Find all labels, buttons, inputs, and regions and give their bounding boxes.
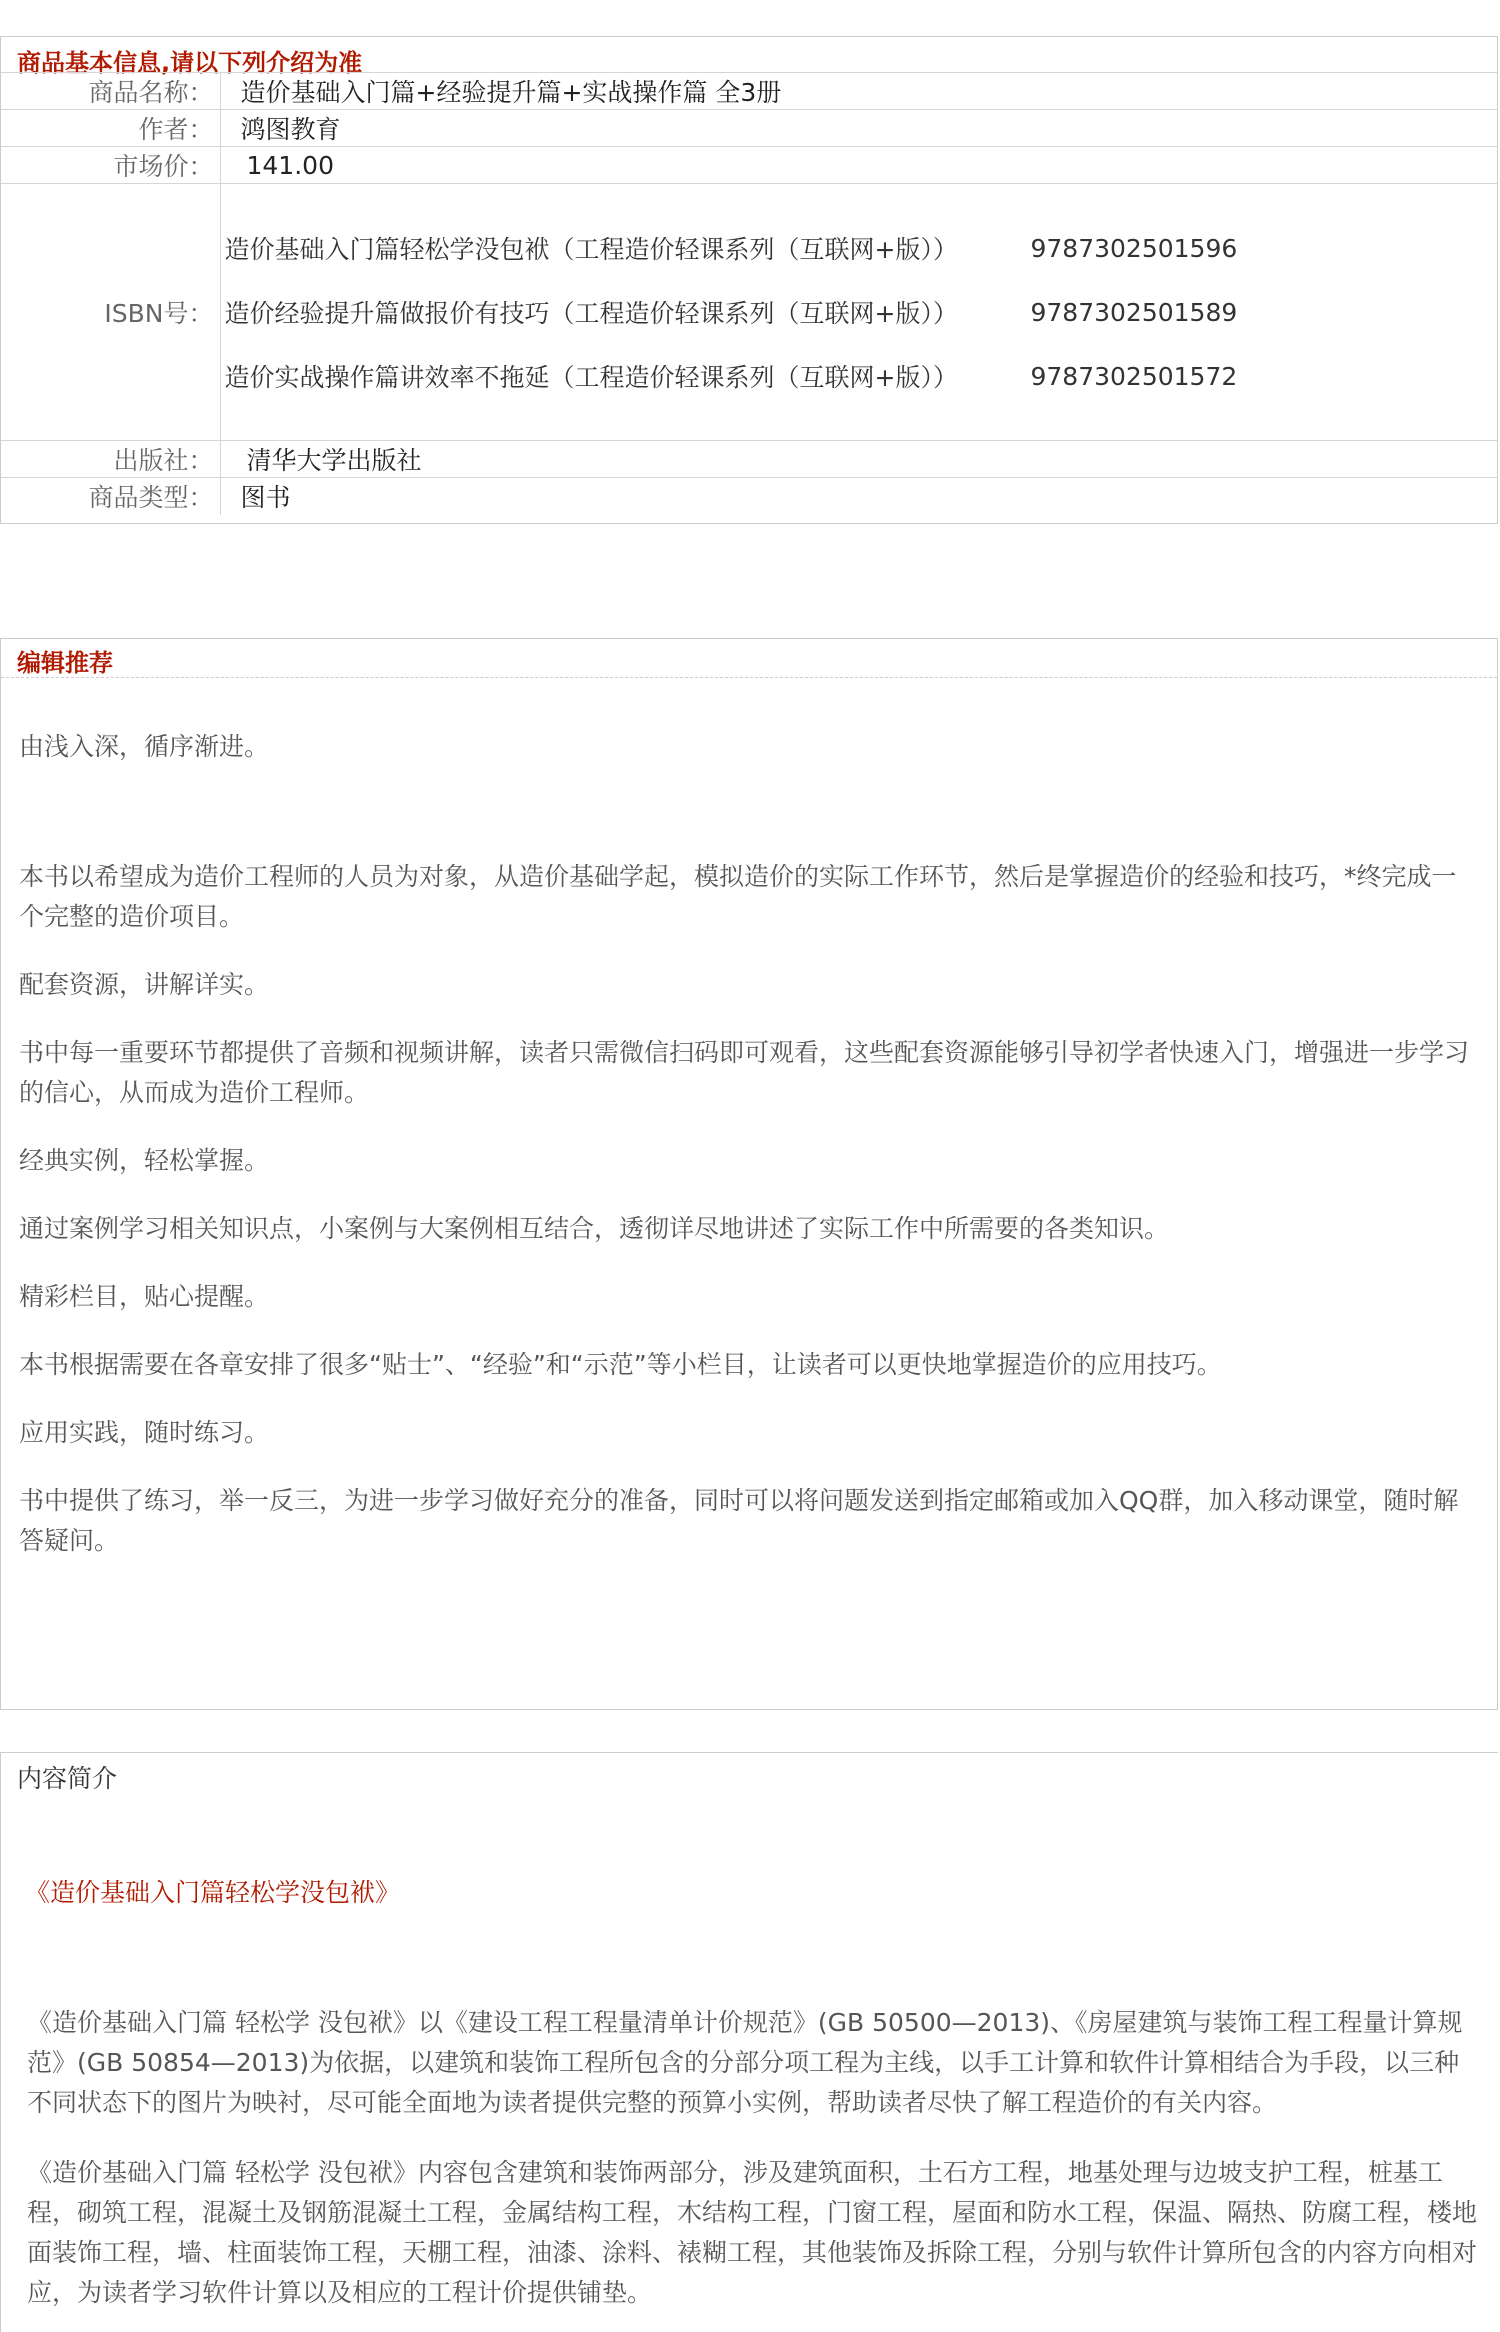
isbn-book-title: 造价经验提升篇做报价有技巧（工程造价轻课系列（互联网+版）） (224, 299, 958, 328)
isbn-list (220, 184, 1497, 441)
editor-panel (0, 638, 1498, 1710)
isbn-number: 9787302501596 (1030, 233, 1238, 263)
table-row (1, 184, 1497, 441)
publisher-value: 清华大学出版社 (220, 441, 1497, 478)
isbn-item (225, 344, 1498, 408)
editor-paragraph: 由浅入深，循序渐进。 (19, 732, 270, 761)
content-paragraph: 《造价基础入门篇 轻松学 没包袱》以《建设工程工程量清单计价规范》(GB 50500—2013)、《房屋建筑与装饰工程工程量计算规范》(GB 50854—2013)为依据，以建筑和装饰工程所包含的分部分项工程为主线，以手工计算和软件计算相结合为手段，以三种不同状态下的图片为映衬，尽可能全面地为读者提供完整的预算小实例，帮助读者尽快了解工程造价的有关内容。 (27, 2008, 1463, 2117)
editor-paragraph: 书中提供了练习，举一反三，为进一步学习做好充分的准备，同时可以将问题发送到指定邮箱或加入QQ群，加入移动课堂，随时解答疑问。 (19, 1486, 1459, 1555)
editor-paragraph: 配套资源，讲解详实。 (19, 970, 270, 999)
isbn-book-title: 造价基础入门篇轻松学没包袱（工程造价轻课系列（互联网+版）） (224, 235, 958, 264)
editor-paragraph: 经典实例，轻松掌握。 (19, 1146, 270, 1175)
isbn-label: ISBN号： (1, 184, 220, 441)
editor-paragraph: 本书以希望成为造价工程师的人员为对象，从造价基础学起，模拟造价的实际工作环节，然后是掌握造价的经验和技巧，*终完成一个完整的造价项目。 (19, 862, 1457, 931)
content-book-title: 《造价基础入门篇轻松学没包袱》 (25, 1878, 401, 1907)
basic-info-title: 商品基本信息,请以下列介绍为准 (17, 49, 363, 77)
isbn-item (225, 280, 1498, 344)
editor-paragraph: 精彩栏目，贴心提醒。 (19, 1282, 270, 1311)
editor-paragraph: 书中每一重要环节都提供了音频和视频讲解，读者只需微信扫码即可观看，这些配套资源能够引导初学者快速入门，增强进一步学习的信心，从而成为造价工程师。 (19, 1038, 1470, 1107)
table-row (1, 73, 1497, 110)
table-row (1, 110, 1497, 147)
table-row (1, 147, 1497, 184)
price-value: 141.00 (220, 147, 1497, 184)
isbn-number: 9787302501589 (1030, 297, 1238, 327)
table-row (1, 478, 1497, 515)
table-row (1, 441, 1497, 478)
basic-info-table (1, 72, 1497, 515)
editor-paragraph: 通过案例学习相关知识点，小案例与大案例相互结合，透彻详尽地讲述了实际工作中所需要的各类知识。 (19, 1214, 1170, 1243)
publisher-label: 出版社： (1, 441, 220, 478)
price-label: 市场价： (1, 147, 220, 184)
editor-paragraph: 本书根据需要在各章安排了很多“贴士”、“经验”和“示范”等小栏目，让读者可以更快地掌握造价的应用技巧。 (19, 1350, 1222, 1379)
content-paragraph: 《造价基础入门篇 轻松学 没包袱》内容包含建筑和装饰两部分，涉及建筑面积，土石方工程，地基处理与边坡支护工程，桩基工程，砌筑工程，混凝土及钢筋混凝土工程，金属结构工程，木结构工程，门窗工程，屋面和防水工程，保温、隔热、防腐工程，楼地面装饰工程，墙、柱面装饰工程，天棚工程，油漆、涂料、裱糊工程，其他装饰及拆除工程，分别与软件计算所包含的内容方向相对应，为读者学习软件计算以及相应的工程计价提供铺垫。 (27, 2158, 1478, 2307)
name-value: 造价基础入门篇+经验提升篇+实战操作篇 全3册 (220, 73, 1497, 110)
editor-paragraph: 应用实践，随时练习。 (19, 1418, 270, 1447)
isbn-book-title: 造价实战操作篇讲效率不拖延（工程造价轻课系列（互联网+版）） (224, 363, 958, 392)
type-label: 商品类型： (1, 478, 220, 515)
author-label: 作者： (1, 110, 220, 147)
name-label: 商品名称： (1, 73, 220, 110)
editor-title: 编辑推荐 (17, 649, 113, 677)
basic-info-panel (0, 36, 1498, 524)
isbn-number: 9787302501572 (1030, 361, 1238, 391)
divider (1, 677, 1497, 678)
content-title: 内容简介 (17, 1764, 118, 1793)
isbn-item (225, 216, 1498, 280)
content-panel (0, 1752, 1498, 2332)
author-value: 鸿图教育 (220, 110, 1497, 147)
type-value: 图书 (220, 478, 1497, 515)
